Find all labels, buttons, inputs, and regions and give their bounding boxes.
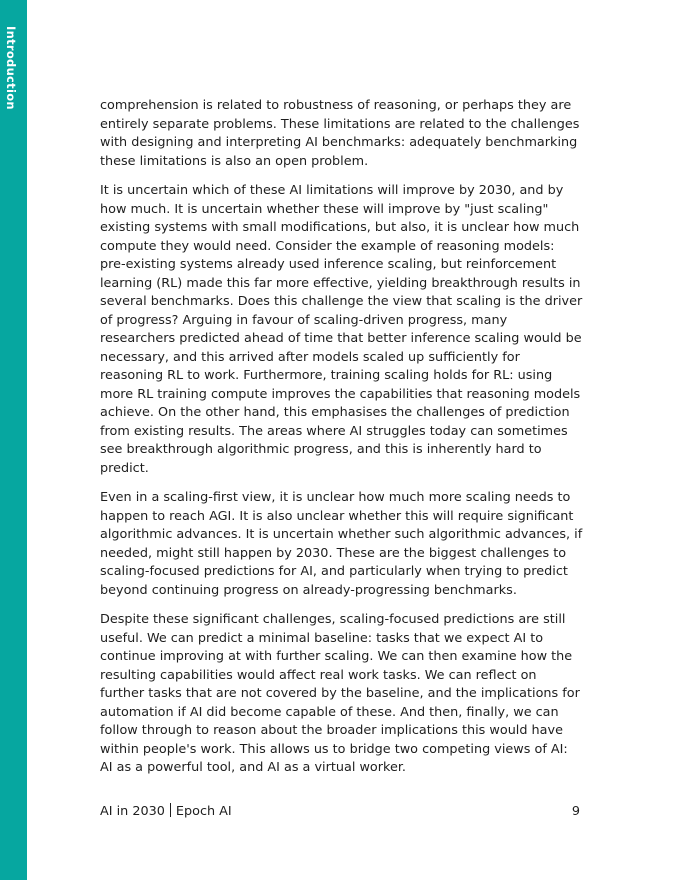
- paragraph-1: comprehension is related to robustness of reasoning, or perhaps they are entirely separate problems. These limitations are related to the challenges with designing and interpreting AI benchmarks: adequately benchmarking these limitations is also an open problem.: [100, 98, 580, 169]
- footer-separator: [170, 803, 171, 817]
- paragraph-4: Despite these significant challenges, scaling-focused predictions are still useful. We can predict a minimal baseline: tasks that we expect AI to continue improving at with further scaling. We can then examine how the resulting capabilities would affect real work tasks. We can reflect on further tasks that are not covered by the baseline, and the implications for automation if AI did become capable of these. And then, finally, we can follow through to reason about the broader implications this would have within people's work. This allows us to bridge two competing views of AI: AI as a powerful tool, and AI as a virtual worker.: [100, 612, 580, 775]
- paragraph-2: It is uncertain which of these AI limitations will improve by 2030, and by how much. It is uncertain whether these will improve by "just scaling" existing systems with small modifications, but also, it is unclear how much compute they would need. Consider the example of reasoning models: pre-existing systems already used inference scaling, but reinforcement learning (RL) made this far more effective, yielding breakthrough results in several benchmarks. Does this challenge the view that scaling is the driver of progress? Arguing in favour of scaling-driven progress, many researchers predicted ahead of time that better inference scaling would be necessary, and this arrived after models scaled up sufficiently for reasoning RL to work. Furthermore, training scaling holds for RL: using more RL training compute improves the capabilities that reasoning models achieve. On the other hand, this emphasises the challenges of prediction from existing results. The areas where AI struggles today can sometimes see breakthrough algorithmic progress, and this is inherently hard to predict.: [100, 183, 583, 476]
- page-number: 9: [571, 804, 580, 819]
- body-text: [100, 97, 584, 789]
- section-sidebar: [0, 0, 27, 880]
- section-label: Introduction: [4, 26, 18, 110]
- footer-publisher: Epoch AI: [175, 804, 232, 819]
- footer-title-group: [100, 803, 232, 821]
- footer-title: AI in 2030: [100, 804, 165, 819]
- page-footer: [100, 803, 580, 821]
- paragraph-3: Even in a scaling-first view, it is unclear how much more scaling needs to happen to reach AGI. It is also unclear whether this will require significant algorithmic advances. It is uncertain whether such algorithmic advances, if needed, might still happen by 2030. These are the biggest challenges to scaling-focused predictions for AI, and particularly when trying to predict beyond continuing progress on already-progressing benchmarks.: [100, 490, 583, 598]
